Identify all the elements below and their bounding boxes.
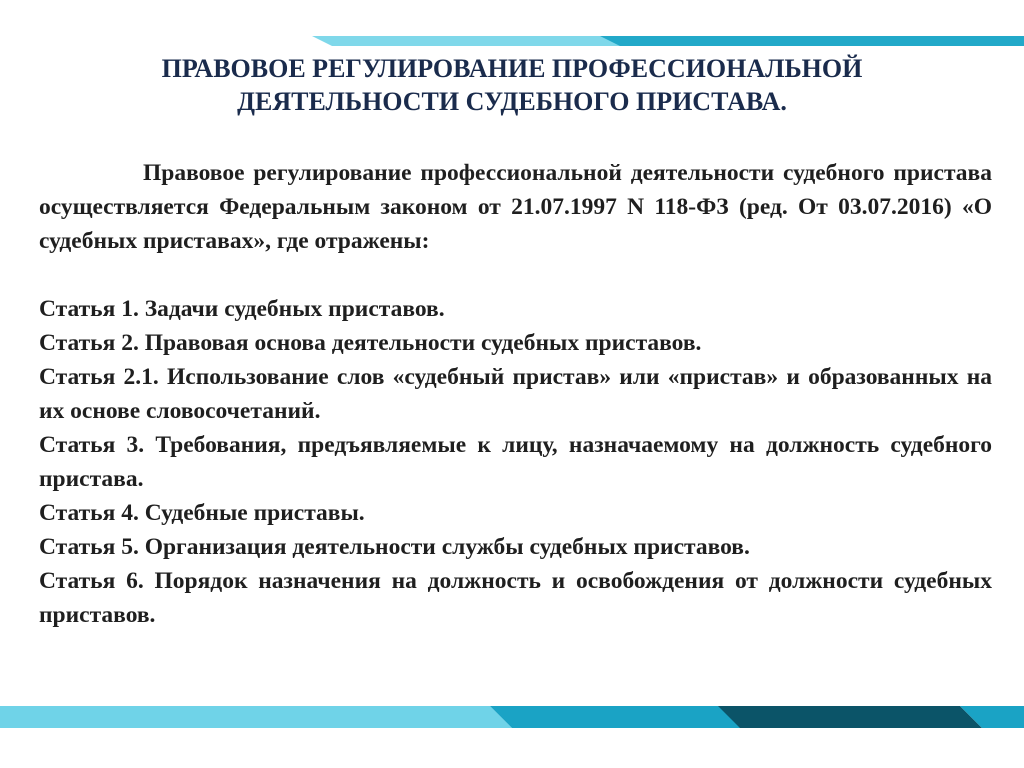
bottom-stripe-dark [718, 706, 982, 728]
article-item: Статья 2. Правовая основа деятельности судебных приставов. [39, 330, 702, 356]
slide-body [39, 156, 992, 632]
bottom-stripe-light [0, 706, 512, 728]
intro-paragraph: Правовое регулирование профессиональной деятельности судебного пристава осуществляется Федеральным законом от 21.07.1997 N 118-ФЗ (ред. От 03.07.2016) «О судебных приставах», где отражены: [39, 160, 992, 254]
article-item: Статья 6. Порядок назначения на должность и освобождения от должности судебных приставов. [39, 568, 992, 628]
article-item: Статья 2.1. Использование слов «судебный пристав» или «пристав» и образованных на их основе словосочетаний. [39, 364, 992, 424]
slide-title [60, 52, 964, 118]
article-item: Статья 5. Организация деятельности службы судебных приставов. [39, 534, 750, 560]
article-item: Статья 3. Требования, предъявляемые к лицу, назначаемому на должность судебного пристава. [39, 432, 992, 492]
article-item: Статья 4. Судебные приставы. [39, 500, 365, 526]
title-line-2: ДЕЯТЕЛЬНОСТИ СУДЕБНОГО ПРИСТАВА. [237, 87, 787, 116]
title-line-1: ПРАВОВОЕ РЕГУЛИРОВАНИЕ ПРОФЕССИОНАЛЬНОЙ [161, 54, 863, 83]
top-stripe-mid [600, 36, 1024, 46]
bottom-stripe-mid [490, 706, 762, 728]
article-item: Статья 1. Задачи судебных приставов. [39, 296, 445, 322]
